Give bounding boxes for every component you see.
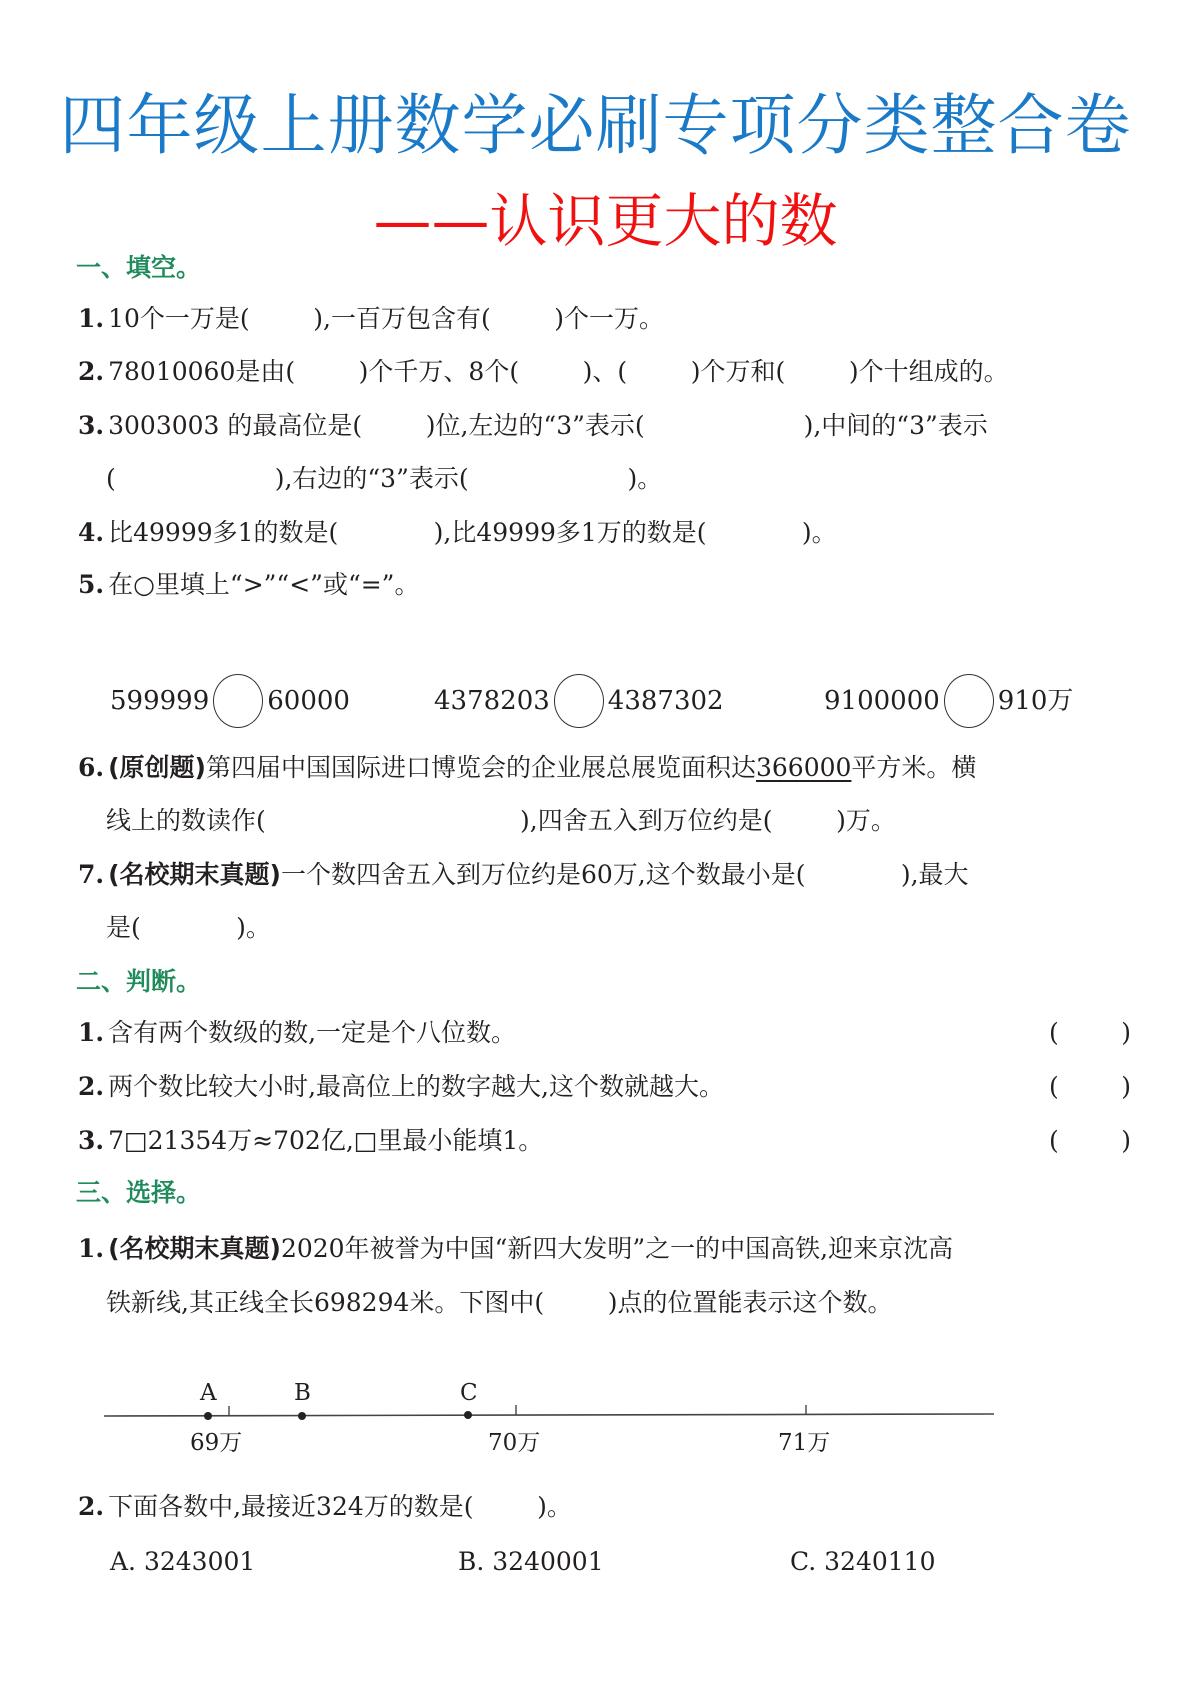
question-text: 78010060是由( )个千万、8个( )、( )个万和( )个十组成的。 bbox=[108, 357, 1009, 386]
answer-circle[interactable] bbox=[944, 674, 994, 728]
question-number: 3. bbox=[78, 411, 105, 440]
question-text: 7□21354万≈702亿,□里最小能填1。 bbox=[108, 1126, 544, 1155]
question-1-7-continued bbox=[106, 911, 1131, 945]
question-text: 比49999多1的数是( ),比49999多1万的数是( )。 bbox=[108, 518, 837, 547]
question-1-6-continued bbox=[106, 804, 1131, 838]
question-number: 2. bbox=[78, 1072, 105, 1101]
page-title: 四年级上册数学必刷专项分类整合卷 bbox=[59, 87, 1132, 164]
point-label-a: A bbox=[200, 1380, 217, 1406]
close-paren: ) bbox=[1121, 1018, 1131, 1047]
comparison-left: 9100000 bbox=[824, 686, 940, 716]
question-number: 1. bbox=[78, 1018, 105, 1047]
question-number: 6. bbox=[78, 753, 105, 782]
question-3-1 bbox=[78, 1232, 1131, 1266]
tick-label-70wan: 70万 bbox=[488, 1430, 541, 1456]
question-text: 在○里填上“>”“<”或“=”。 bbox=[108, 570, 420, 599]
question-2-2 bbox=[78, 1070, 1131, 1104]
question-text: 2020年被誉为中国“新四大发明”之一的中国高铁,迎来京沈高 bbox=[280, 1234, 954, 1263]
question-1-3-continued bbox=[106, 462, 1131, 496]
question-number: 2. bbox=[78, 1492, 105, 1521]
question-text: ( ),右边的“3”表示( )。 bbox=[106, 464, 663, 493]
open-paren: ( bbox=[1049, 1018, 1059, 1047]
question-1-6 bbox=[78, 751, 1131, 785]
question-number: 1. bbox=[78, 1234, 105, 1263]
question-text: 下面各数中,最接近324万的数是( )。 bbox=[108, 1492, 572, 1521]
question-number: 3. bbox=[78, 1126, 105, 1155]
question-number: 4. bbox=[78, 518, 105, 547]
question-number: 7. bbox=[78, 860, 105, 889]
option-c[interactable]: C. 3240110 bbox=[790, 1547, 936, 1576]
number-line-diagram bbox=[104, 1380, 1004, 1460]
question-1-4 bbox=[78, 516, 1131, 550]
close-paren: ) bbox=[1121, 1126, 1131, 1155]
comparison-right: 910万 bbox=[997, 686, 1074, 716]
comparison-2 bbox=[434, 674, 724, 728]
comparison-1 bbox=[110, 674, 350, 728]
tick-label-69wan: 69万 bbox=[190, 1430, 243, 1456]
answer-parentheses[interactable] bbox=[1049, 1016, 1131, 1050]
comparison-left: 4378203 bbox=[434, 686, 550, 716]
question-2-3 bbox=[78, 1124, 1131, 1158]
answer-circle[interactable] bbox=[213, 674, 263, 728]
tick-label-71wan: 71万 bbox=[778, 1430, 831, 1456]
point-label-b: B bbox=[294, 1380, 311, 1406]
question-3-1-continued bbox=[106, 1286, 1131, 1320]
open-paren: ( bbox=[1049, 1126, 1059, 1155]
question-text: 一个数四舍五入到万位约是60万,这个数最小是( ),最大 bbox=[280, 860, 969, 889]
comparison-3 bbox=[824, 674, 1073, 728]
comparison-right: 4387302 bbox=[607, 686, 724, 716]
close-paren: ) bbox=[1121, 1072, 1131, 1101]
answer-circle[interactable] bbox=[554, 674, 604, 728]
question-text: 线上的数读作( ),四舍五入到万位约是( )万。 bbox=[106, 806, 896, 835]
answer-parentheses[interactable] bbox=[1049, 1124, 1131, 1158]
question-1-5 bbox=[78, 568, 1131, 602]
open-paren: ( bbox=[1049, 1072, 1059, 1101]
option-a[interactable]: A. 3243001 bbox=[110, 1547, 256, 1576]
question-text: 10个一万是( ),一百万包含有( )个一万。 bbox=[108, 304, 665, 333]
question-text: 3003003 的最高位是( )位,左边的“3”表示( ),中间的“3”表示 bbox=[108, 411, 988, 440]
comparison-right: 60000 bbox=[267, 686, 350, 716]
question-text: 两个数比较大小时,最高位上的数字越大,这个数就越大。 bbox=[108, 1072, 725, 1101]
question-1-7 bbox=[78, 858, 1131, 892]
question-1-3 bbox=[78, 409, 1131, 443]
question-tag: (原创题) bbox=[108, 753, 206, 782]
section-heading-fill-in: 一、填空。 bbox=[76, 253, 202, 282]
question-number: 1. bbox=[78, 304, 105, 333]
question-tag: (名校期末真题) bbox=[108, 1234, 281, 1263]
question-2-1 bbox=[78, 1016, 1131, 1050]
question-tag: (名校期末真题) bbox=[108, 860, 281, 889]
answer-parentheses[interactable] bbox=[1049, 1070, 1131, 1104]
point-label-c: C bbox=[460, 1380, 478, 1406]
question-1-2 bbox=[78, 355, 1131, 389]
question-number: 5. bbox=[78, 570, 105, 599]
page-subtitle: ——认识更大的数 bbox=[373, 187, 838, 255]
comparison-left: 599999 bbox=[110, 686, 210, 716]
question-1-1 bbox=[78, 302, 1131, 336]
question-text: 含有两个数级的数,一定是个八位数。 bbox=[108, 1018, 517, 1047]
underlined-number: 366000 bbox=[755, 753, 852, 782]
question-text: 是( )。 bbox=[106, 913, 271, 942]
section-heading-true-false: 二、判断。 bbox=[76, 967, 202, 996]
question-text: 平方米。横 bbox=[851, 753, 977, 782]
question-text: 第四届中国国际进口博览会的企业展总展览面积达 bbox=[205, 753, 756, 782]
option-b[interactable]: B. 3240001 bbox=[458, 1547, 604, 1576]
question-number: 2. bbox=[78, 357, 105, 386]
section-heading-multiple-choice: 三、选择。 bbox=[76, 1178, 202, 1207]
question-text: 铁新线,其正线全长698294米。下图中( )点的位置能表示这个数。 bbox=[106, 1288, 893, 1317]
question-3-2 bbox=[78, 1490, 1131, 1524]
